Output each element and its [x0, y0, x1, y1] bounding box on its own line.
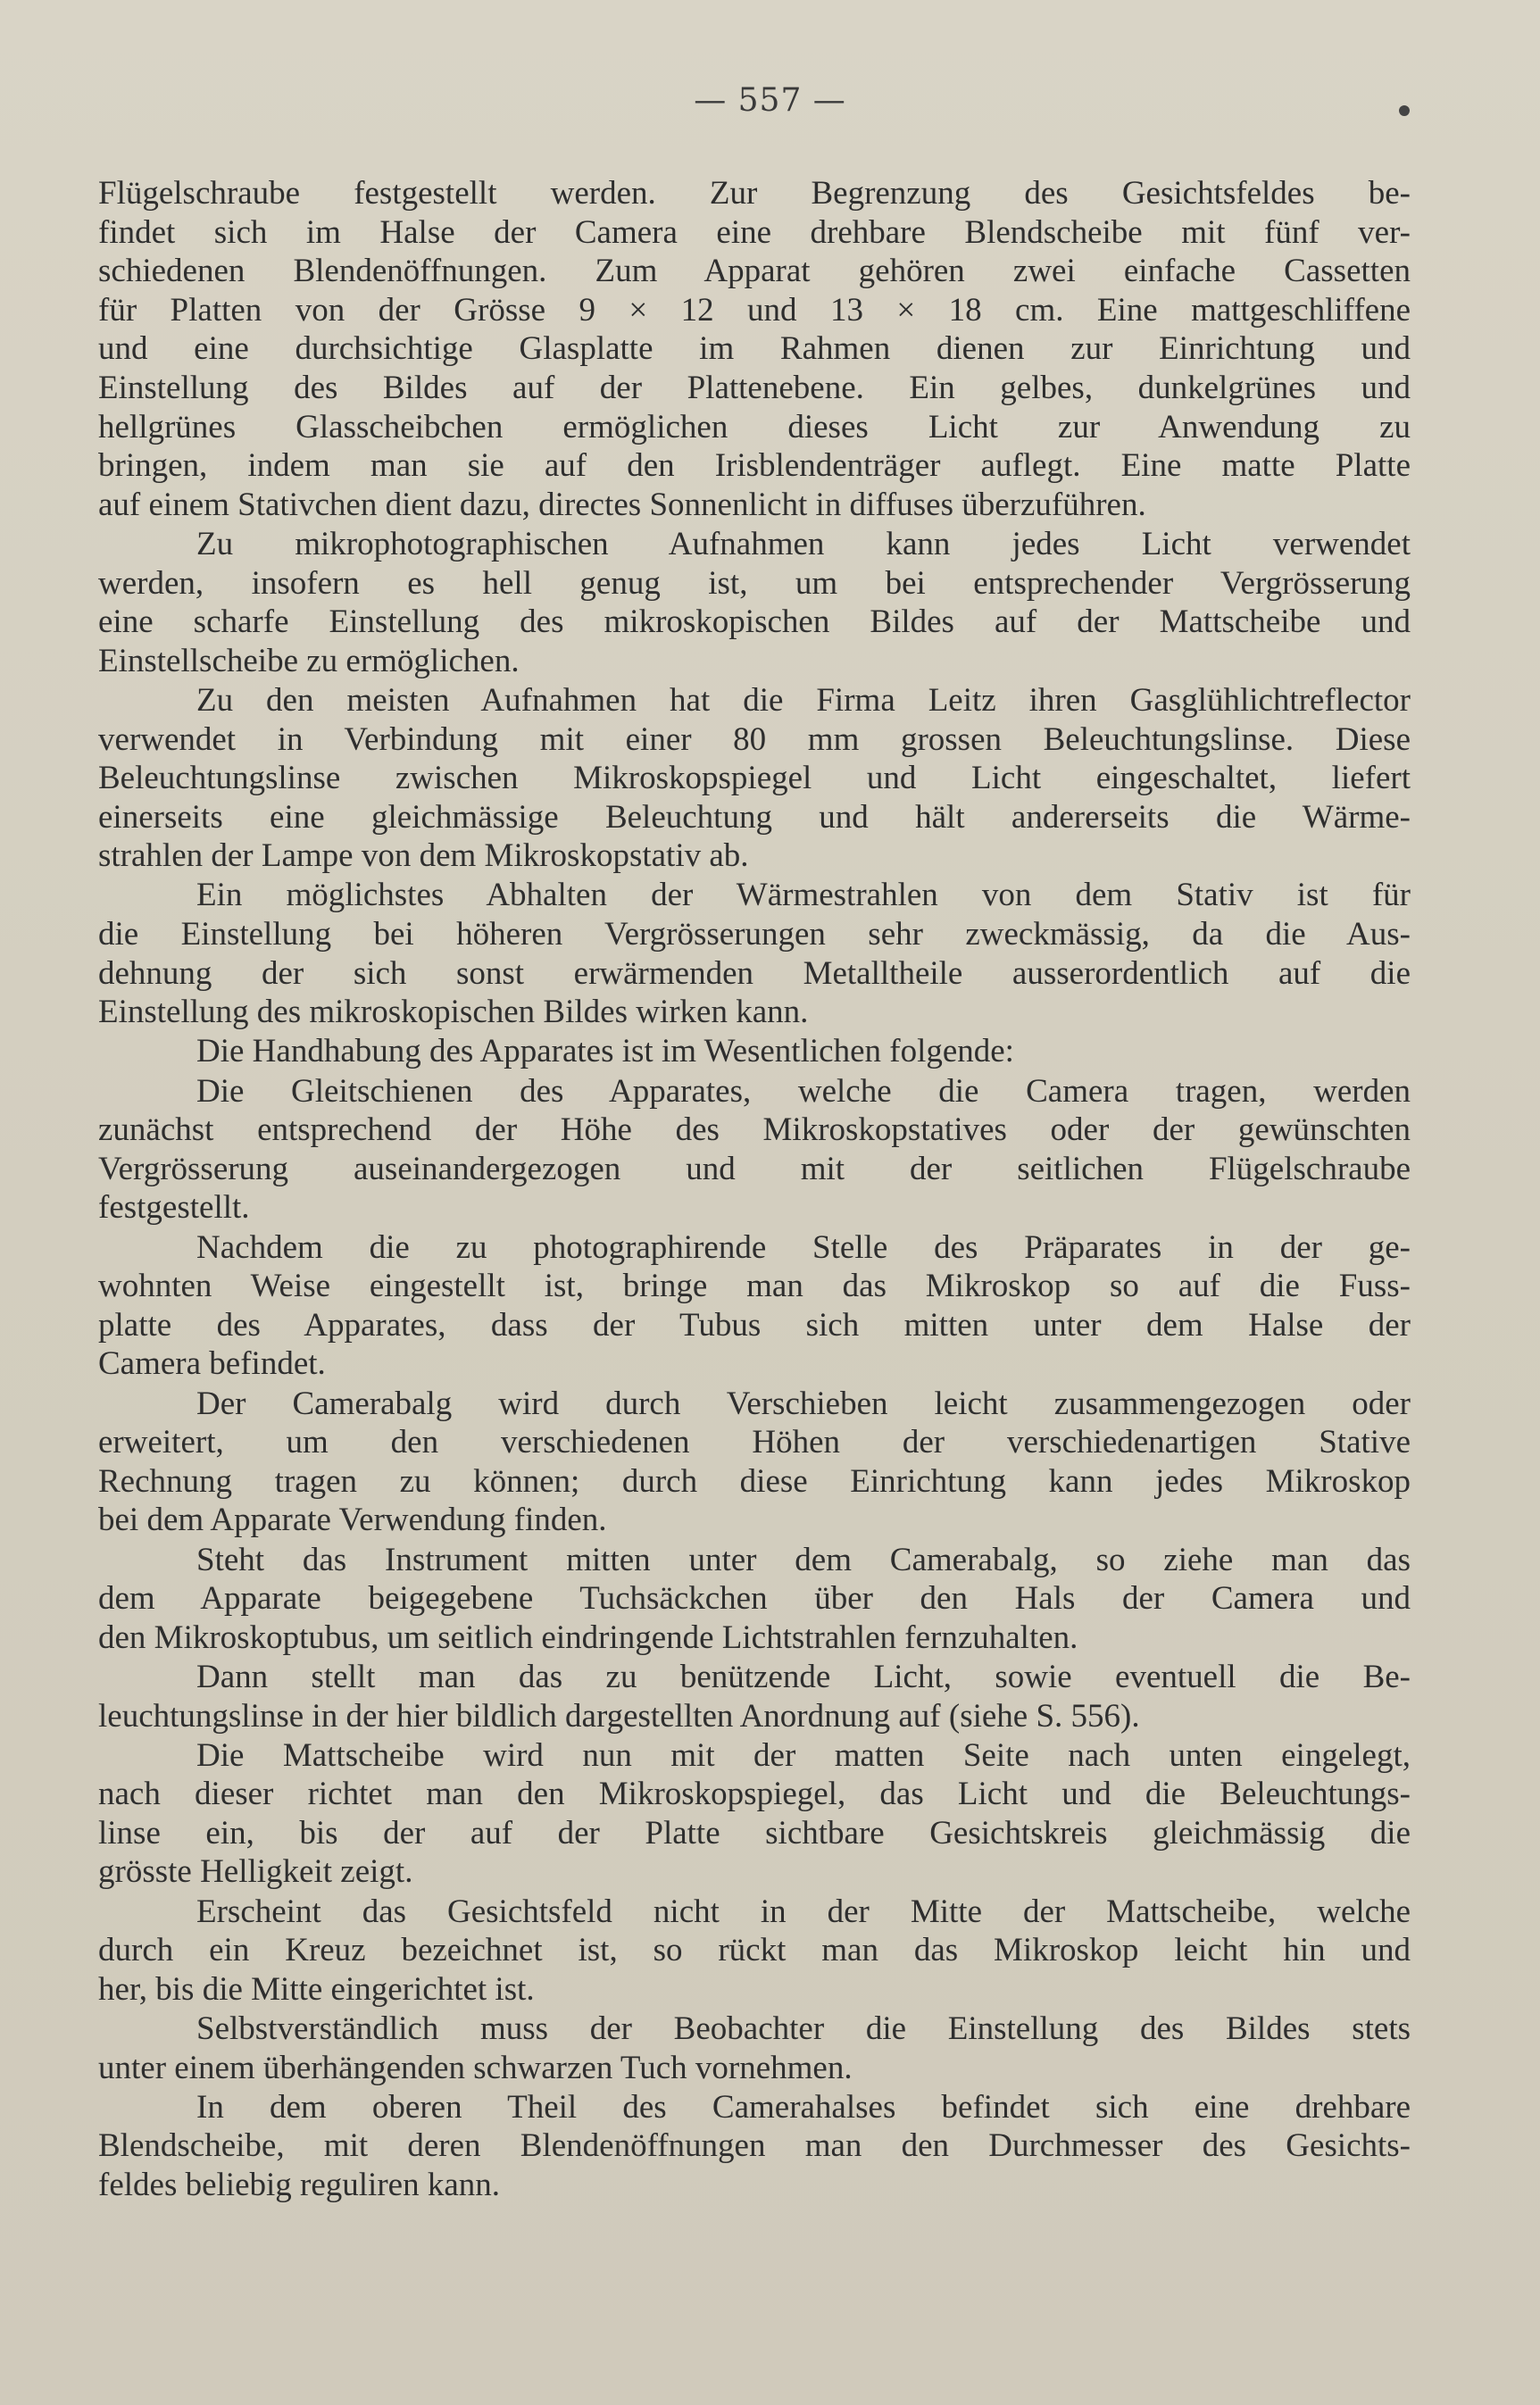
text-line: Dann stellt man das zu benützende Licht, sowie eventuell die Be- [196, 1658, 1411, 1695]
paragraph [98, 1658, 1411, 1735]
text-line: Erscheint das Gesichtsfeld nicht in der Mitte der Mattscheibe, welche [196, 1893, 1411, 1930]
text-line: werden, insofern es hell genug ist, um bei entsprechender Vergrösserung [98, 564, 1411, 602]
text-line: Flügelschraube festgestellt werden. Zur Begrenzung des Gesichtsfeldes be- [98, 175, 1411, 212]
text-line: feldes beliebig reguliren kann. [98, 2167, 500, 2203]
text-line: her, bis die Mitte eingerichtet ist. [98, 1970, 535, 2008]
text-line: durch ein Kreuz bezeichnet ist, so rückt man das Mikroskop leicht hin und [98, 1932, 1411, 1969]
text-line: leuchtungslinse in der hier bildlich dargestellten Anordnung auf (siehe S. 556). [98, 1697, 1140, 1735]
text-line: Nachdem die zu photographirende Stelle des Präparates in der ge- [196, 1228, 1411, 1266]
text-line: Die Handhabung des Apparates ist im Wesentlichen folgende: [196, 1033, 1014, 1070]
ink-speck [1399, 105, 1410, 116]
text-line: eine scharfe Einstellung des mikroskopischen Bildes auf der Mattscheibe und [98, 603, 1411, 641]
text-line: die Einstellung bei höheren Vergrösserungen sehr zweckmässig, da die Aus- [98, 916, 1411, 953]
text-line: platte des Apparates, dass der Tubus sich mitten unter dem Halse der [98, 1306, 1411, 1344]
text-line: bei dem Apparate Verwendung finden. [98, 1502, 607, 1539]
text-line: schiedenen Blendenöffnungen. Zum Apparat gehören zwei einfache Cassetten [98, 253, 1411, 290]
text-line: Die Gleitschienen des Apparates, welche die Camera tragen, werden [196, 1072, 1411, 1110]
text-line: grösste Helligkeit zeigt. [98, 1853, 413, 1891]
text-line: erweitert, um den verschiedenen Höhen der verschiedenartigen Stative [98, 1424, 1411, 1461]
paragraph [98, 2088, 1411, 2205]
text-line: Einstellscheibe zu ermöglichen. [98, 642, 520, 679]
paragraph [98, 525, 1411, 680]
text-line: nach dieser richtet man den Mikroskopspiegel, das Licht und die Beleuchtungs- [98, 1776, 1411, 1813]
text-line: bringen, indem man sie auf den Irisblendenträger auflegt. Eine matte Platte [98, 447, 1411, 485]
text-line: einerseits eine gleichmässige Beleuchtung und hält andererseits die Wärme- [98, 798, 1411, 836]
text-line: Selbstverständlich muss der Beobachter die Einstellung des Bildes stets [196, 2010, 1411, 2048]
text-line: verwendet in Verbindung mit einer 80 mm grossen Beleuchtungslinse. Diese [98, 720, 1411, 758]
text-line: strahlen der Lampe von dem Mikroskopstativ ab. [98, 837, 749, 875]
text-line: Einstellung des mikroskopischen Bildes wirken kann. [98, 994, 809, 1031]
text-line: unter einem überhängenden schwarzen Tuch vornehmen. [98, 2049, 853, 2086]
text-line: Der Camerabalg wird durch Verschieben leicht zusammengezogen oder [196, 1385, 1411, 1422]
paragraph [98, 1893, 1411, 2010]
paragraph [98, 1032, 1411, 1071]
text-line: Zu mikrophotographischen Aufnahmen kann jedes Licht verwendet [196, 525, 1411, 562]
paragraph [98, 681, 1411, 876]
page-number: — 557 — [694, 82, 846, 119]
paragraph [98, 2010, 1411, 2087]
paragraph [98, 1072, 1411, 1227]
text-line: für Platten von der Grösse 9 × 12 und 13 × 18 cm. Eine mattgeschliffene [98, 291, 1411, 329]
text-line: Blendscheibe, mit deren Blendenöffnungen man den Durchmesser des Gesichts- [98, 2127, 1411, 2165]
text-line: wohnten Weise eingestellt ist, bringe man das Mikroskop so auf die Fuss- [98, 1268, 1411, 1305]
paragraph [98, 174, 1411, 524]
text-line: den Mikroskoptubus, um seitlich eindringende Lichtstrahlen fernzuhalten. [98, 1619, 1078, 1656]
text-line: hellgrünes Glasscheibchen ermöglichen dieses Licht zur Anwendung zu [98, 408, 1411, 445]
text-line: festgestellt. [98, 1189, 250, 1227]
text-line: Rechnung tragen zu können; durch diese Einrichtung kann jedes Mikroskop [98, 1462, 1411, 1500]
paragraph [98, 1736, 1411, 1892]
text-line: Camera befindet. [98, 1345, 326, 1383]
text-line: Die Mattscheibe wird nun mit der matten Seite nach unten eingelegt, [196, 1736, 1411, 1774]
text-line: findet sich im Halse der Camera eine drehbare Blendscheibe mit fünf ver- [98, 213, 1411, 251]
paragraph [98, 876, 1411, 1031]
text-line: dehnung der sich sonst erwärmenden Metalltheile ausserordentlich auf die [98, 954, 1411, 992]
text-line: linse ein, bis der auf der Platte sichtbare Gesichtskreis gleichmässig die [98, 1814, 1411, 1852]
text-line: Ein möglichstes Abhalten der Wärmestrahlen von dem Stativ ist für [196, 877, 1411, 914]
text-line: Steht das Instrument mitten unter dem Camerabalg, so ziehe man das [196, 1541, 1411, 1578]
text-line: auf einem Stativchen dient dazu, directes Sonnenlicht in diffuses überzuführen. [98, 486, 1146, 523]
text-line: und eine durchsichtige Glasplatte im Rahmen dienen zur Einrichtung und [98, 330, 1411, 368]
text-line: Beleuchtungslinse zwischen Mikroskopspiegel und Licht eingeschaltet, liefert [98, 760, 1411, 797]
body-text [98, 174, 1411, 2205]
text-line: Vergrösserung auseinandergezogen und mit der seitlichen Flügelschraube [98, 1150, 1411, 1187]
paragraph [98, 1541, 1411, 1658]
text-line: Zu den meisten Aufnahmen hat die Firma Leitz ihren Gasglühlichtreflector [196, 681, 1411, 719]
text-line: In dem oberen Theil des Camerahalses befindet sich eine drehbare [196, 2088, 1411, 2126]
text-line: zunächst entsprechend der Höhe des Mikroskopstatives oder der gewünschten [98, 1111, 1411, 1149]
text-line: dem Apparate beigegebene Tuchsäckchen über den Hals der Camera und [98, 1580, 1411, 1618]
paragraph [98, 1228, 1411, 1384]
paragraph [98, 1385, 1411, 1540]
text-line: Einstellung des Bildes auf der Plattenebene. Ein gelbes, dunkelgrünes und [98, 369, 1411, 406]
